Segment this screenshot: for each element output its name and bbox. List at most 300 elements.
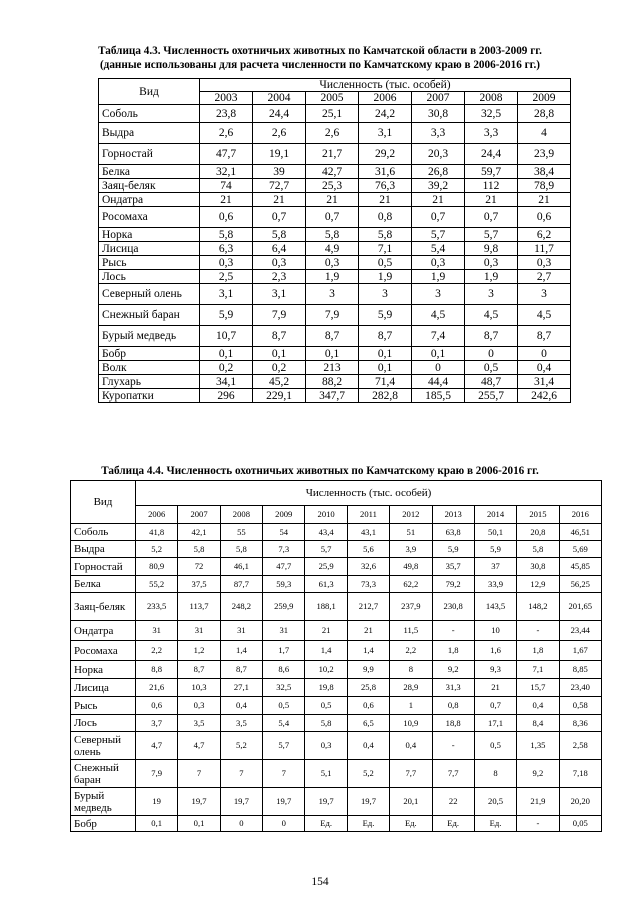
- value-cell: 0,5: [465, 361, 518, 375]
- value-cell: 5,8: [220, 541, 262, 558]
- value-cell: 25,3: [306, 179, 359, 193]
- value-cell: 11,5: [390, 621, 432, 641]
- value-cell: 0,1: [136, 816, 178, 832]
- value-cell: 7,9: [306, 305, 359, 326]
- table-row: [99, 144, 571, 165]
- value-cell: 30,8: [412, 105, 465, 123]
- value-cell: 5,2: [220, 732, 262, 760]
- value-cell: 113,7: [178, 593, 220, 621]
- value-cell: 1,6: [474, 641, 516, 661]
- value-cell: 0,7: [253, 207, 306, 228]
- value-cell: 9,3: [474, 661, 516, 679]
- value-cell: 0,1: [412, 347, 465, 361]
- value-cell: 25,1: [306, 105, 359, 123]
- table2-year-header: 2012: [390, 506, 432, 524]
- value-cell: 8,36: [559, 715, 601, 732]
- value-cell: 26,8: [412, 165, 465, 179]
- value-cell: 45,2: [253, 375, 306, 389]
- species-name: Соболь: [99, 105, 200, 123]
- value-cell: 2,3: [253, 270, 306, 284]
- table-row: [71, 816, 602, 832]
- value-cell: 5,6: [347, 541, 389, 558]
- value-cell: 4,5: [465, 305, 518, 326]
- value-cell: 282,8: [359, 389, 412, 403]
- value-cell: 8,7: [359, 326, 412, 347]
- table-row: [99, 242, 571, 256]
- value-cell: 0,1: [178, 816, 220, 832]
- table1: [98, 78, 571, 403]
- value-cell: 0,5: [474, 732, 516, 760]
- value-cell: 42,7: [306, 165, 359, 179]
- value-cell: Ед.: [432, 816, 474, 832]
- table-row: [99, 207, 571, 228]
- table1-year-header: 2006: [359, 92, 412, 105]
- value-cell: 73,3: [347, 576, 389, 593]
- value-cell: 1: [390, 697, 432, 715]
- value-cell: 7,4: [412, 326, 465, 347]
- value-cell: 8,7: [178, 661, 220, 679]
- species-name: Бобр: [71, 816, 136, 832]
- table2-year-header: 2016: [559, 506, 601, 524]
- species-name: Заяц-беляк: [71, 593, 136, 621]
- species-name: Выдра: [71, 541, 136, 558]
- table-row: [71, 679, 602, 697]
- value-cell: 10,7: [200, 326, 253, 347]
- value-cell: 0,3: [518, 256, 571, 270]
- species-name: Снежный баран: [99, 305, 200, 326]
- value-cell: 9,2: [517, 760, 559, 788]
- value-cell: 3,3: [465, 123, 518, 144]
- table2-year-header: 2011: [347, 506, 389, 524]
- value-cell: 37: [474, 558, 516, 576]
- value-cell: 237,9: [390, 593, 432, 621]
- table2-caption: Таблица 4.4. Численность охотничьих животных по Камчатскому краю в 2006-2016 гг.: [101, 465, 539, 477]
- value-cell: 87,7: [220, 576, 262, 593]
- species-name: Бурый медведь: [71, 788, 136, 816]
- value-cell: 8,7: [465, 326, 518, 347]
- value-cell: 3: [306, 284, 359, 305]
- value-cell: 15,7: [517, 679, 559, 697]
- value-cell: 59,3: [263, 576, 305, 593]
- table2-year-header: 2006: [136, 506, 178, 524]
- value-cell: 148,2: [517, 593, 559, 621]
- species-name: Бобр: [99, 347, 200, 361]
- table-row: [99, 347, 571, 361]
- table-row: [71, 541, 602, 558]
- species-name: Белка: [99, 165, 200, 179]
- value-cell: 21,9: [517, 788, 559, 816]
- value-cell: 7,7: [390, 760, 432, 788]
- value-cell: 23,44: [559, 621, 601, 641]
- value-cell: 5,2: [136, 541, 178, 558]
- value-cell: 8: [474, 760, 516, 788]
- value-cell: 2,5: [200, 270, 253, 284]
- value-cell: 1,4: [305, 641, 347, 661]
- value-cell: 1,9: [412, 270, 465, 284]
- value-cell: 50,1: [474, 524, 516, 541]
- value-cell: 41,8: [136, 524, 178, 541]
- value-cell: 229,1: [253, 389, 306, 403]
- value-cell: 44,4: [412, 375, 465, 389]
- table-row: [71, 760, 602, 788]
- value-cell: 38,4: [518, 165, 571, 179]
- value-cell: 43,1: [347, 524, 389, 541]
- species-name: Белка: [71, 576, 136, 593]
- table1-caption: [40, 44, 600, 72]
- table-row: [99, 375, 571, 389]
- value-cell: 3: [465, 284, 518, 305]
- value-cell: 7,7: [432, 760, 474, 788]
- value-cell: 8,7: [518, 326, 571, 347]
- table-row: [99, 389, 571, 403]
- value-cell: 5,69: [559, 541, 601, 558]
- value-cell: 35,7: [432, 558, 474, 576]
- value-cell: 31: [220, 621, 262, 641]
- table1-caption-line1: Таблица 4.3. Численность охотничьих животных по Камчатской области в 2003-2009 гг.: [98, 45, 542, 57]
- value-cell: 21: [474, 679, 516, 697]
- value-cell: 0: [412, 361, 465, 375]
- value-cell: 0,5: [263, 697, 305, 715]
- value-cell: 3,1: [253, 284, 306, 305]
- value-cell: 47,7: [263, 558, 305, 576]
- value-cell: 21: [518, 193, 571, 207]
- value-cell: 0: [465, 347, 518, 361]
- table2-year-header: 2007: [178, 506, 220, 524]
- value-cell: 0,8: [432, 697, 474, 715]
- value-cell: 1,2: [178, 641, 220, 661]
- value-cell: 80,9: [136, 558, 178, 576]
- table-row: [99, 326, 571, 347]
- table-row: [99, 256, 571, 270]
- value-cell: 0,3: [305, 732, 347, 760]
- species-name: Бурый медведь: [99, 326, 200, 347]
- species-name: Горностай: [99, 144, 200, 165]
- value-cell: 19,7: [220, 788, 262, 816]
- table-row: [71, 621, 602, 641]
- value-cell: 0,2: [253, 361, 306, 375]
- value-cell: 5,8: [306, 228, 359, 242]
- value-cell: 4,7: [136, 732, 178, 760]
- value-cell: 5,8: [305, 715, 347, 732]
- table-row: [99, 123, 571, 144]
- table-row: [99, 284, 571, 305]
- value-cell: 31: [263, 621, 305, 641]
- value-cell: 8,6: [263, 661, 305, 679]
- value-cell: 0: [263, 816, 305, 832]
- value-cell: 5,7: [412, 228, 465, 242]
- value-cell: 21: [347, 621, 389, 641]
- value-cell: 8,7: [253, 326, 306, 347]
- value-cell: 46,51: [559, 524, 601, 541]
- species-name: Ондатра: [99, 193, 200, 207]
- species-name: Рысь: [99, 256, 200, 270]
- value-cell: 42,1: [178, 524, 220, 541]
- value-cell: 1,9: [359, 270, 412, 284]
- value-cell: 21: [305, 621, 347, 641]
- table1-year-header: 2009: [518, 92, 571, 105]
- table-row: [71, 524, 602, 541]
- value-cell: 1,9: [306, 270, 359, 284]
- value-cell: 21,6: [136, 679, 178, 697]
- value-cell: 39,2: [412, 179, 465, 193]
- value-cell: 5,2: [347, 760, 389, 788]
- value-cell: 8,7: [306, 326, 359, 347]
- value-cell: 2,2: [390, 641, 432, 661]
- value-cell: 5,4: [263, 715, 305, 732]
- value-cell: 0,6: [200, 207, 253, 228]
- value-cell: 0,4: [347, 732, 389, 760]
- value-cell: 0,3: [178, 697, 220, 715]
- value-cell: 185,5: [412, 389, 465, 403]
- value-cell: 1,8: [517, 641, 559, 661]
- table1-caption-line2: (данные использованы для расчета численности по Камчатскому краю в 2006-2016 гг.): [99, 59, 541, 71]
- value-cell: 19,8: [305, 679, 347, 697]
- table-row: [71, 661, 602, 679]
- species-name: Лисица: [71, 679, 136, 697]
- species-name: Росомаха: [71, 641, 136, 661]
- value-cell: 0,3: [306, 256, 359, 270]
- value-cell: 61,3: [305, 576, 347, 593]
- value-cell: 71,4: [359, 375, 412, 389]
- value-cell: 31,6: [359, 165, 412, 179]
- species-name: Куропатки: [99, 389, 200, 403]
- value-cell: 0,1: [359, 347, 412, 361]
- value-cell: 20,3: [412, 144, 465, 165]
- value-cell: 24,4: [465, 144, 518, 165]
- species-name: Лось: [99, 270, 200, 284]
- value-cell: 21: [306, 193, 359, 207]
- value-cell: 1,4: [220, 641, 262, 661]
- table-row: [71, 641, 602, 661]
- value-cell: 5,4: [412, 242, 465, 256]
- value-cell: 56,25: [559, 576, 601, 593]
- table-row: [99, 270, 571, 284]
- value-cell: 22: [432, 788, 474, 816]
- table-row: [71, 788, 602, 816]
- value-cell: 0,1: [253, 347, 306, 361]
- table2-year-header: 2014: [474, 506, 516, 524]
- table-row: [71, 593, 602, 621]
- table2-year-header: 2008: [220, 506, 262, 524]
- value-cell: 230,8: [432, 593, 474, 621]
- value-cell: 233,5: [136, 593, 178, 621]
- value-cell: 21: [412, 193, 465, 207]
- value-cell: 31: [136, 621, 178, 641]
- value-cell: 8,7: [220, 661, 262, 679]
- value-cell: 72,7: [253, 179, 306, 193]
- value-cell: 24,2: [359, 105, 412, 123]
- value-cell: 1,35: [517, 732, 559, 760]
- table2-year-header: 2013: [432, 506, 474, 524]
- value-cell: 4,5: [518, 305, 571, 326]
- value-cell: 4: [518, 123, 571, 144]
- value-cell: 347,7: [306, 389, 359, 403]
- value-cell: 1,8: [432, 641, 474, 661]
- value-cell: 2,2: [136, 641, 178, 661]
- value-cell: 55,2: [136, 576, 178, 593]
- value-cell: 78,9: [518, 179, 571, 193]
- value-cell: 1,67: [559, 641, 601, 661]
- value-cell: 27,1: [220, 679, 262, 697]
- species-name: Волк: [99, 361, 200, 375]
- value-cell: 5,9: [200, 305, 253, 326]
- species-name: Росомаха: [99, 207, 200, 228]
- table1-header-group: Численность (тыс. особей): [200, 79, 571, 92]
- value-cell: 48,7: [465, 375, 518, 389]
- table-row: [99, 165, 571, 179]
- value-cell: 143,5: [474, 593, 516, 621]
- value-cell: 29,2: [359, 144, 412, 165]
- species-name: Норка: [99, 228, 200, 242]
- value-cell: 31: [178, 621, 220, 641]
- value-cell: 0,05: [559, 816, 601, 832]
- value-cell: 0,1: [306, 347, 359, 361]
- table-row: [71, 697, 602, 715]
- value-cell: 7,3: [263, 541, 305, 558]
- value-cell: 11,7: [518, 242, 571, 256]
- value-cell: 88,2: [306, 375, 359, 389]
- page-number: 154: [311, 876, 329, 888]
- value-cell: 0,3: [412, 256, 465, 270]
- value-cell: 30,8: [517, 558, 559, 576]
- value-cell: 23,9: [518, 144, 571, 165]
- value-cell: 112: [465, 179, 518, 193]
- value-cell: 7,9: [136, 760, 178, 788]
- table1-year-header: 2004: [253, 92, 306, 105]
- value-cell: 19,7: [263, 788, 305, 816]
- value-cell: 10,3: [178, 679, 220, 697]
- value-cell: 1,7: [263, 641, 305, 661]
- species-name: Северный олень: [71, 732, 136, 760]
- value-cell: 19,7: [305, 788, 347, 816]
- value-cell: 3,5: [220, 715, 262, 732]
- table-row: [99, 105, 571, 123]
- species-name: Норка: [71, 661, 136, 679]
- value-cell: 7,9: [253, 305, 306, 326]
- value-cell: 55: [220, 524, 262, 541]
- species-name: Лисица: [99, 242, 200, 256]
- value-cell: 0,2: [200, 361, 253, 375]
- value-cell: 5,9: [474, 541, 516, 558]
- value-cell: -: [432, 732, 474, 760]
- value-cell: 201,65: [559, 593, 601, 621]
- value-cell: 9,9: [347, 661, 389, 679]
- value-cell: 0,7: [306, 207, 359, 228]
- value-cell: 17,1: [474, 715, 516, 732]
- value-cell: 0,3: [465, 256, 518, 270]
- value-cell: 6,5: [347, 715, 389, 732]
- value-cell: 5,7: [263, 732, 305, 760]
- value-cell: 0,7: [474, 697, 516, 715]
- species-name: Глухарь: [99, 375, 200, 389]
- species-name: Лось: [71, 715, 136, 732]
- value-cell: -: [432, 621, 474, 641]
- value-cell: 0,58: [559, 697, 601, 715]
- value-cell: 20,1: [390, 788, 432, 816]
- table-row: [99, 305, 571, 326]
- value-cell: 34,1: [200, 375, 253, 389]
- value-cell: 1,9: [465, 270, 518, 284]
- value-cell: 2,6: [253, 123, 306, 144]
- value-cell: 10,2: [305, 661, 347, 679]
- value-cell: 0,3: [200, 256, 253, 270]
- value-cell: 3,7: [136, 715, 178, 732]
- value-cell: 4,5: [412, 305, 465, 326]
- value-cell: 25,9: [305, 558, 347, 576]
- value-cell: 0,5: [305, 697, 347, 715]
- table2: [70, 480, 602, 832]
- value-cell: 242,6: [518, 389, 571, 403]
- value-cell: 25,8: [347, 679, 389, 697]
- value-cell: 51: [390, 524, 432, 541]
- value-cell: 19,7: [178, 788, 220, 816]
- value-cell: 0,5: [359, 256, 412, 270]
- value-cell: 43,4: [305, 524, 347, 541]
- value-cell: 74: [200, 179, 253, 193]
- value-cell: 5,7: [305, 541, 347, 558]
- value-cell: 20,8: [517, 524, 559, 541]
- value-cell: 0: [518, 347, 571, 361]
- species-name: Выдра: [99, 123, 200, 144]
- value-cell: 3,9: [390, 541, 432, 558]
- value-cell: Ед.: [347, 816, 389, 832]
- value-cell: 63,8: [432, 524, 474, 541]
- value-cell: 12,9: [517, 576, 559, 593]
- value-cell: Ед.: [474, 816, 516, 832]
- value-cell: 20,5: [474, 788, 516, 816]
- table2-year-header: 2015: [517, 506, 559, 524]
- value-cell: 5,8: [200, 228, 253, 242]
- value-cell: 24,4: [253, 105, 306, 123]
- value-cell: 19: [136, 788, 178, 816]
- value-cell: 7: [263, 760, 305, 788]
- value-cell: 32,1: [200, 165, 253, 179]
- table1-header-species: Вид: [99, 79, 200, 105]
- value-cell: 37,5: [178, 576, 220, 593]
- value-cell: 33,9: [474, 576, 516, 593]
- value-cell: 5,9: [359, 305, 412, 326]
- value-cell: 32,5: [465, 105, 518, 123]
- value-cell: 8,8: [136, 661, 178, 679]
- table-row: [99, 179, 571, 193]
- value-cell: 21: [253, 193, 306, 207]
- value-cell: 0,6: [136, 697, 178, 715]
- value-cell: 296: [200, 389, 253, 403]
- value-cell: -: [517, 621, 559, 641]
- value-cell: 28,8: [518, 105, 571, 123]
- value-cell: 6,3: [200, 242, 253, 256]
- table2-header-species: Вид: [71, 481, 136, 524]
- value-cell: 5,8: [359, 228, 412, 242]
- value-cell: 32,6: [347, 558, 389, 576]
- value-cell: 5,8: [517, 541, 559, 558]
- value-cell: 20,20: [559, 788, 601, 816]
- value-cell: 0,6: [347, 697, 389, 715]
- value-cell: 7: [178, 760, 220, 788]
- value-cell: 2,58: [559, 732, 601, 760]
- value-cell: 5,8: [253, 228, 306, 242]
- species-name: Соболь: [71, 524, 136, 541]
- value-cell: 23,8: [200, 105, 253, 123]
- value-cell: 1,4: [347, 641, 389, 661]
- value-cell: 0,1: [359, 361, 412, 375]
- value-cell: 8,85: [559, 661, 601, 679]
- table1-year-header: 2008: [465, 92, 518, 105]
- value-cell: 2,6: [306, 123, 359, 144]
- value-cell: 79,2: [432, 576, 474, 593]
- value-cell: 39: [253, 165, 306, 179]
- value-cell: 5,8: [178, 541, 220, 558]
